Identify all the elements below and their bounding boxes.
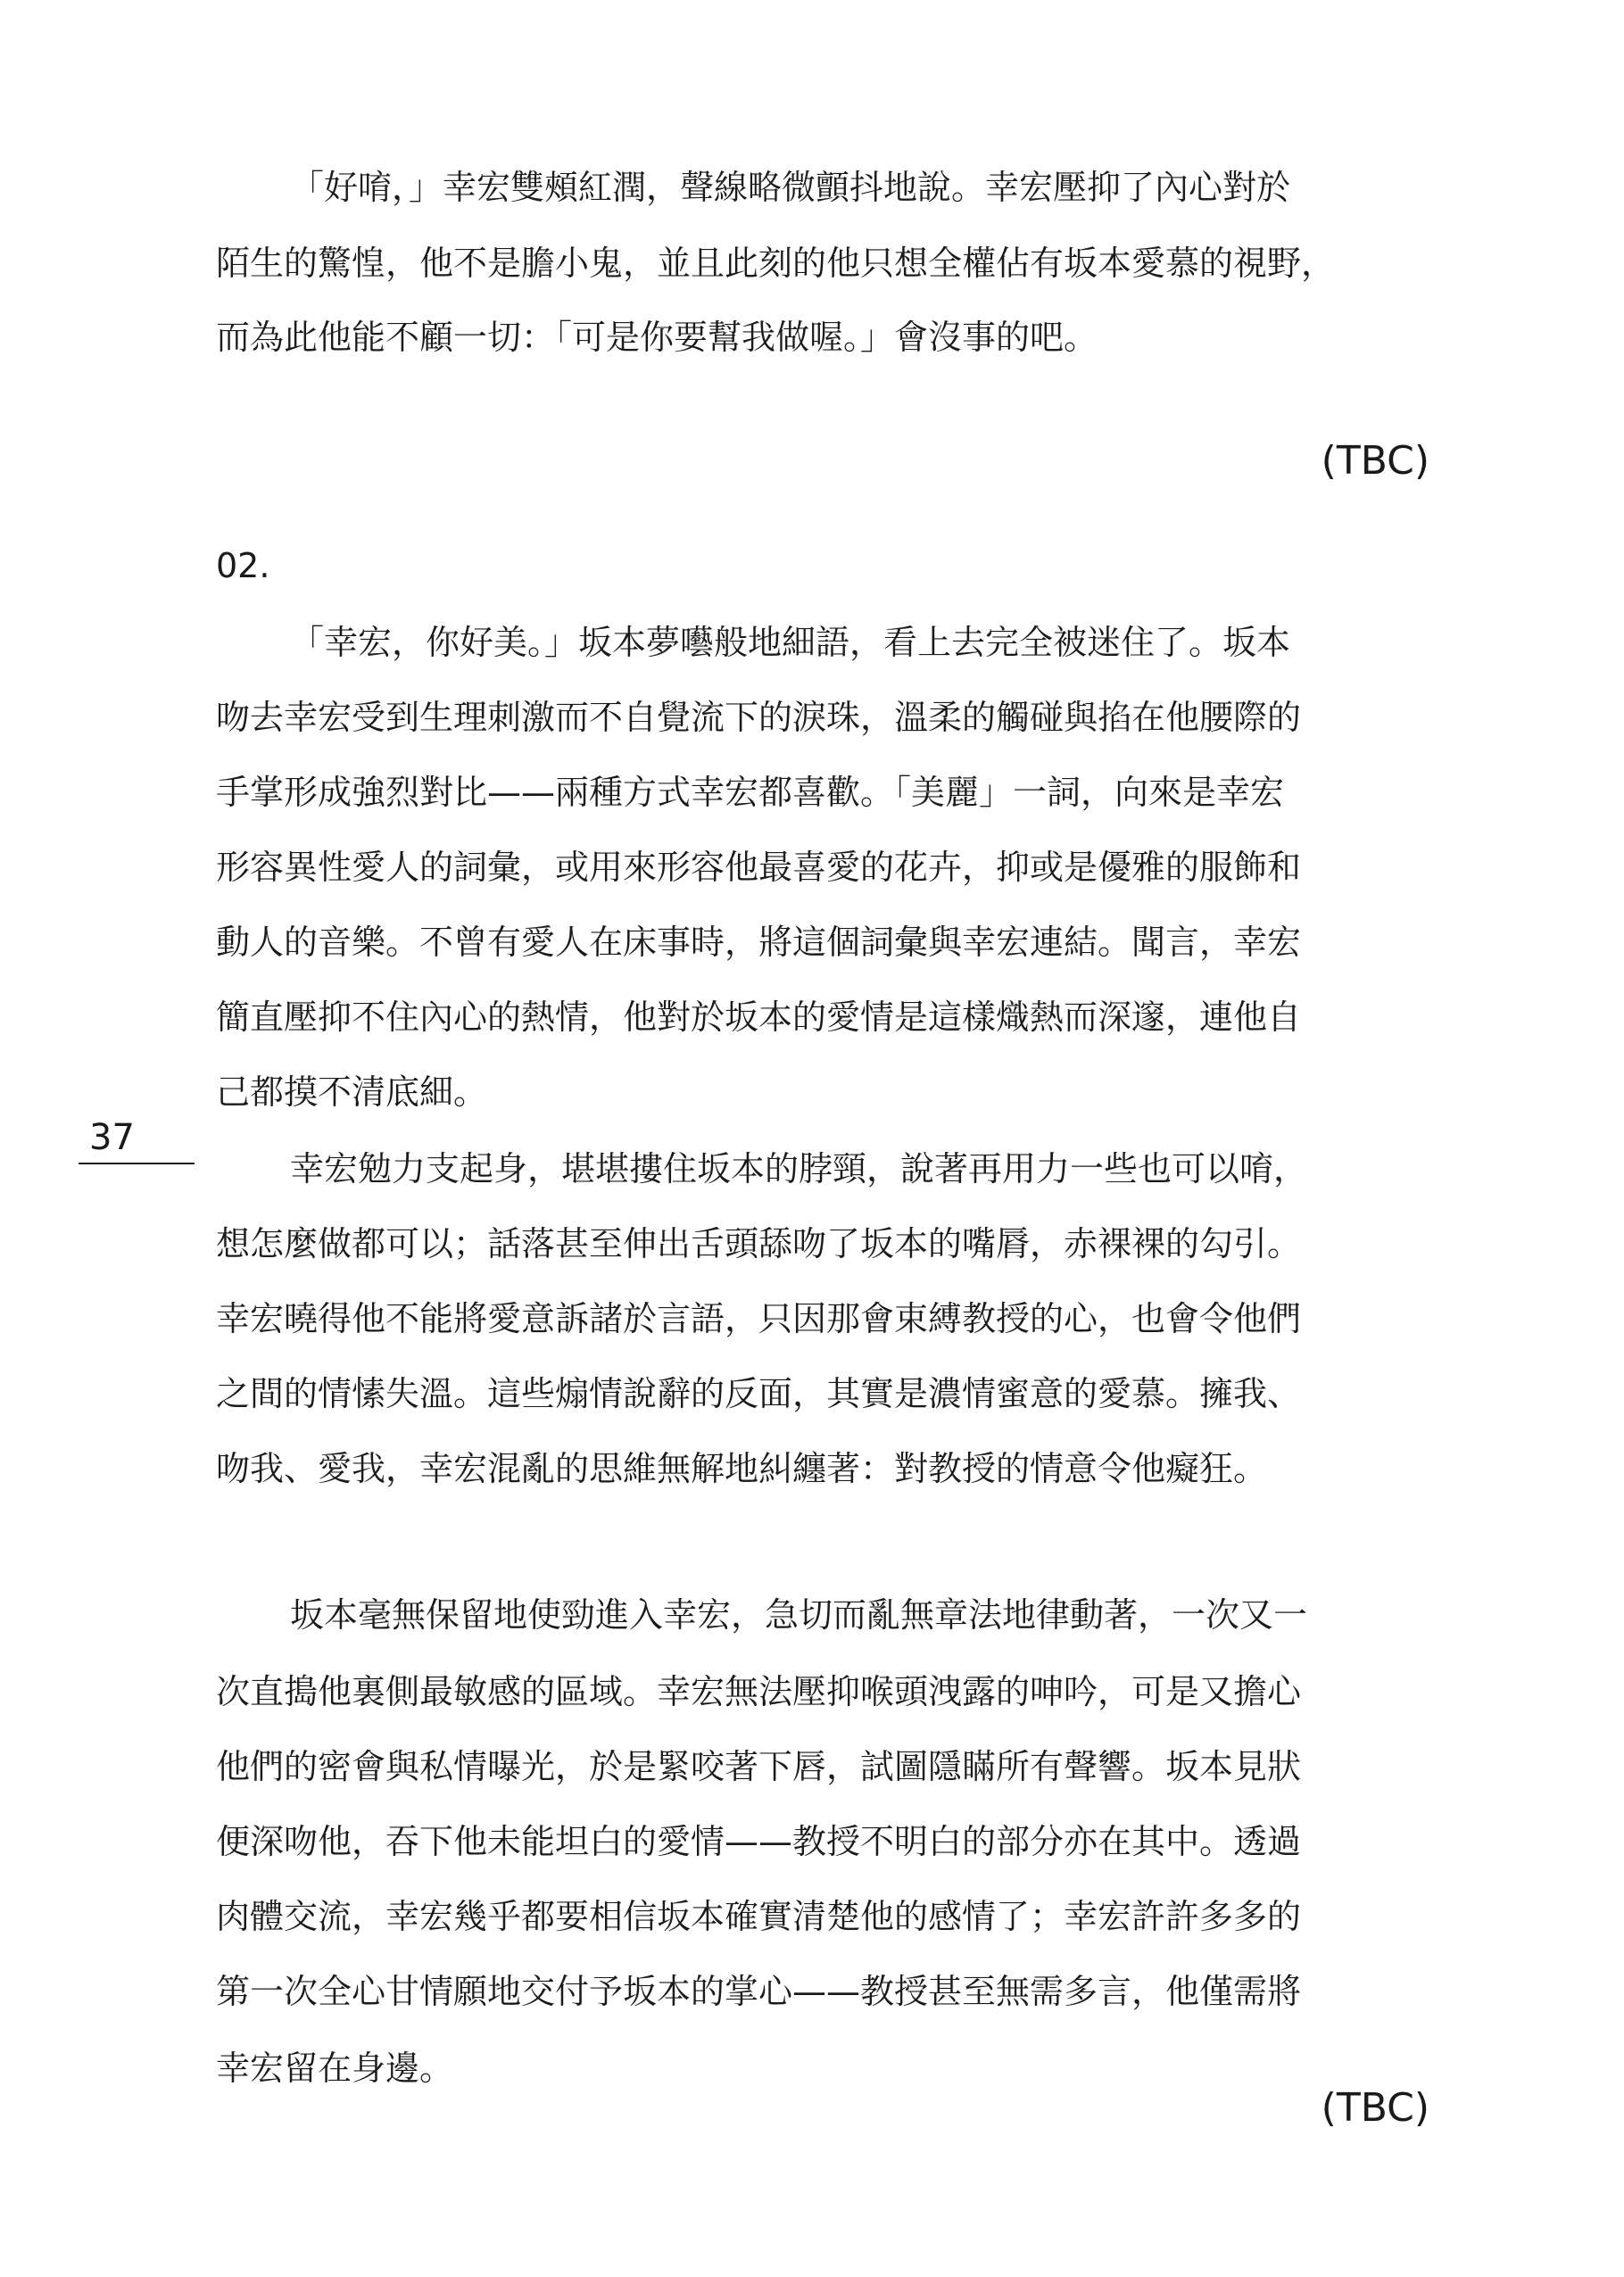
paragraph-line: 肉體交流，幸宏幾乎都要相信坂本確實清楚他的感情了；幸宏許許多多的 — [216, 1897, 1302, 1936]
paragraph-line: 動人的音樂。不曾有愛人在床事時，將這個詞彙與幸宏連結。聞言，幸宏 — [216, 923, 1302, 962]
paragraph-line: 之間的情愫失溫。這些煽情說辭的反面，其實是濃情蜜意的愛慕。擁我、 — [216, 1374, 1302, 1413]
paragraph-line: 吻我、愛我，幸宏混亂的思維無解地糾纏著：對教授的情意令他癡狂。 — [216, 1449, 1268, 1488]
paragraph-line: 己都摸不清底細。 — [216, 1072, 488, 1112]
paragraph-line: 想怎麼做都可以；話落甚至伸出舌頭舔吻了坂本的嘴脣，赤裸裸的勾引。 — [216, 1224, 1302, 1263]
to-be-continued-label: (TBC) — [1321, 2085, 1429, 2131]
paragraph-line: 他們的密會與私情曝光，於是緊咬著下唇，試圖隱瞞所有聲響。坂本見狀 — [216, 1747, 1302, 1786]
paragraph-line: 簡直壓抑不住內心的熱情，他對於坂本的愛情是這樣熾熱而深邃，連他自 — [216, 998, 1302, 1037]
paragraph-line: 幸宏曉得他不能將愛意訴諸於言語，只因那會束縛教授的心，也會令他們 — [216, 1299, 1302, 1338]
paragraph-line: 「好唷，」幸宏雙頰紅潤，聲線略微顫抖地說。幸宏壓抑了內心對於 — [290, 168, 1291, 207]
paragraph-line: 手掌形成強烈對比——兩種方式幸宏都喜歡。「美麗」一詞，向來是幸宏 — [216, 773, 1285, 812]
to-be-continued-label: (TBC) — [1321, 438, 1429, 484]
paragraph-line: 幸宏勉力支起身，堪堪摟住坂本的脖頸，說著再用力一些也可以唷， — [290, 1149, 1308, 1188]
paragraph-line: 第一次全心甘情願地交付予坂本的掌心——教授甚至無需多言，他僅需將 — [216, 1972, 1302, 2011]
section-number: 02. — [216, 546, 270, 585]
paragraph-line: 坂本毫無保留地使勁進入幸宏，急切而亂無章法地律動著，一次又一 — [290, 1595, 1308, 1635]
paragraph-line: 幸宏留在身邊。 — [216, 2049, 454, 2088]
page-number: 37 — [89, 1117, 135, 1158]
paragraph-line: 次直搗他裏側最敏感的區域。幸宏無法壓抑喉頭洩露的呻吟，可是又擔心 — [216, 1672, 1302, 1711]
paragraph-line: 形容異性愛人的詞彙，或用來形容他最喜愛的花卉，抑或是優雅的服飾和 — [216, 848, 1302, 887]
paragraph-line: 吻去幸宏受到生理刺激而不自覺流下的淚珠，溫柔的觸碰與掐在他腰際的 — [216, 698, 1302, 737]
paragraph-line: 「幸宏，你好美。」坂本夢囈般地細語，看上去完全被迷住了。坂本 — [290, 623, 1291, 662]
page-number-rule — [79, 1163, 195, 1164]
paragraph-line: 便深吻他，吞下他未能坦白的愛情——教授不明白的部分亦在其中。透過 — [216, 1822, 1302, 1861]
paragraph-line: 而為此他能不顧一切：「可是你要幫我做喔。」會沒事的吧。 — [216, 318, 1098, 357]
paragraph-line: 陌生的驚惶，他不是膽小鬼，並且此刻的他只想全權佔有坂本愛慕的視野， — [216, 244, 1336, 283]
